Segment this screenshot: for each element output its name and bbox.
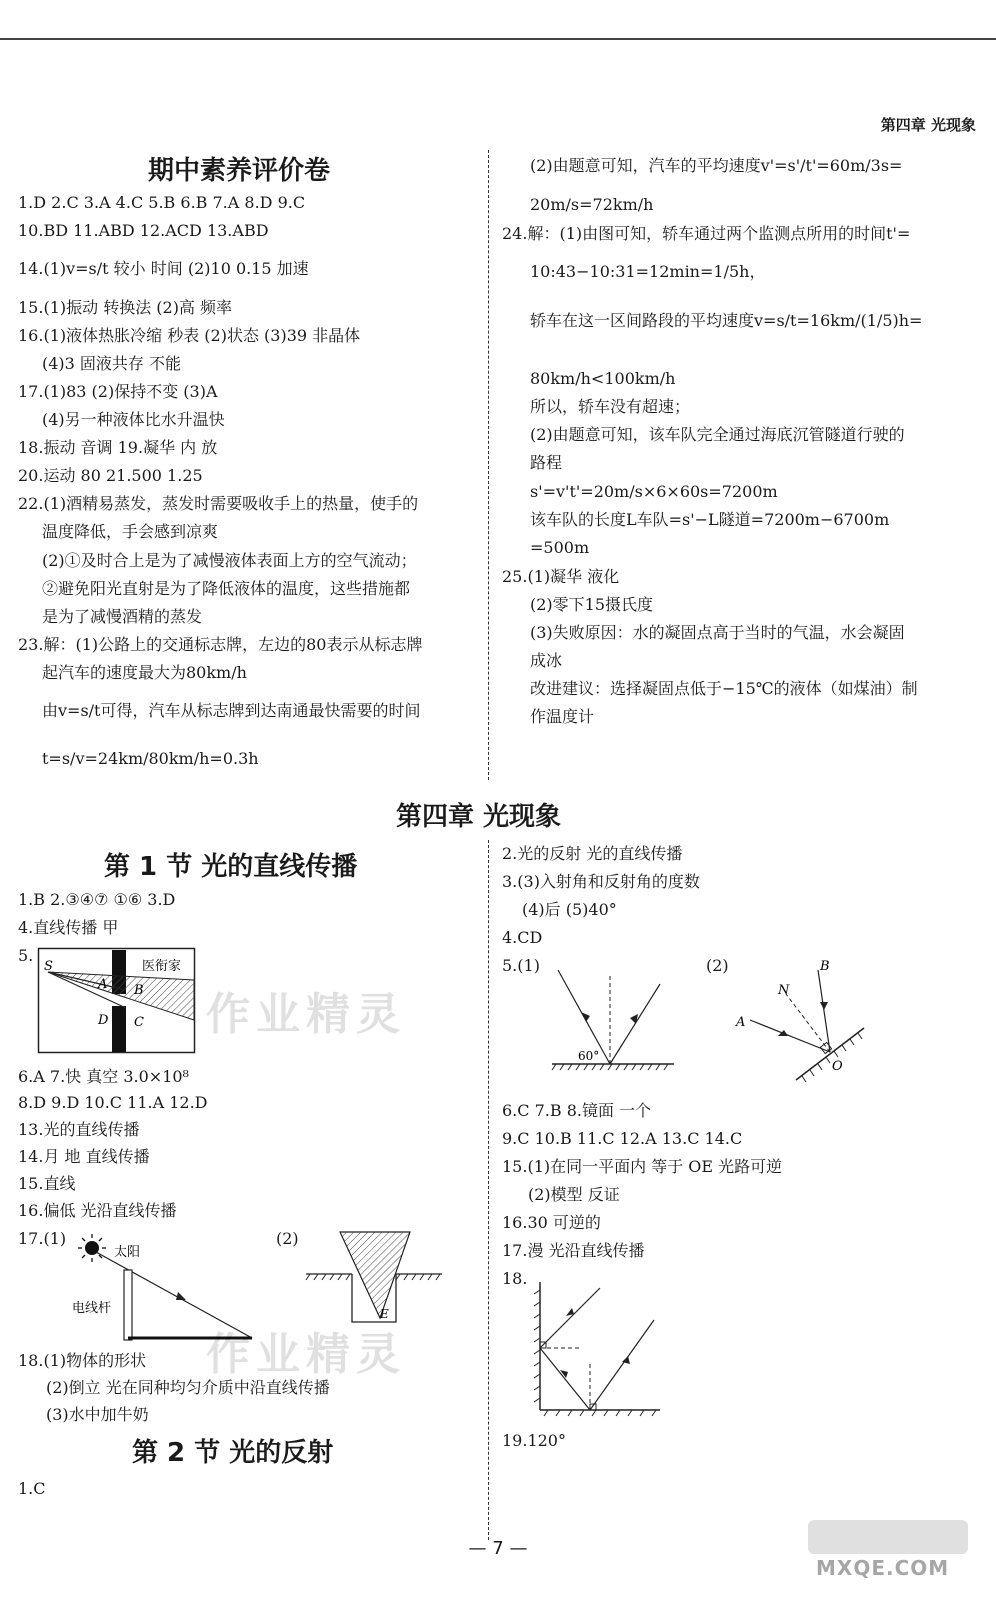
answer-line: (2)①及时合上是为了减慢液体表面上方的空气流动； xyxy=(42,551,417,570)
answer-line: 1.C xyxy=(18,1479,46,1498)
answer-line: 23.解：(1)公路上的交通标志牌，左边的80表示从标志牌 xyxy=(18,635,423,654)
mirror-hatch xyxy=(552,1064,668,1070)
ray-arrow xyxy=(176,1292,186,1300)
watermark: 作业精灵 xyxy=(206,989,406,1040)
answer-line: 由v=s/t可得，汽车从标志牌到达南通最快需要的时间 xyxy=(42,701,421,720)
section2-title: 第 2 节 光的反射 xyxy=(132,1438,334,1468)
label-e: E xyxy=(380,1307,389,1321)
mirror-hatch-tilted xyxy=(802,1033,862,1082)
answer-line: 20m/s=72km/h xyxy=(530,195,654,214)
corner-reflector-figure xyxy=(530,1278,670,1418)
answer-line: 2.光的反射 光的直线传播 xyxy=(502,844,683,863)
answer-line: 起汽车的速度最大为80km/h xyxy=(42,663,247,682)
answer-line: (4)3 固液共存 不能 xyxy=(42,354,182,373)
answer-line: 温度降低，手会感到凉爽 xyxy=(42,522,219,541)
vertical-hatch xyxy=(534,1290,540,1402)
horizontal-hatch xyxy=(544,1410,656,1416)
answer-line: 1.B 2.③④⑦ ①⑥ 3.D xyxy=(18,890,176,909)
answer-line: t=s/v=24km/80km/h=0.3h xyxy=(42,749,259,768)
label-o: O xyxy=(832,1059,843,1074)
page-number: — 7 — xyxy=(468,1538,528,1559)
answer-line: s'=v't'=20m/s×6×60s=7200m xyxy=(530,482,778,501)
answer-line: 15.直线 xyxy=(18,1174,76,1193)
column-divider xyxy=(488,150,489,780)
answer-line: 8.D 9.D 10.C 11.A 12.D xyxy=(18,1093,208,1112)
answer-line: 5. xyxy=(18,946,34,965)
fig17-part2-label: (2) xyxy=(276,1229,299,1248)
section1-title: 第 1 节 光的直线传播 xyxy=(104,852,358,882)
label-d: D xyxy=(98,1013,109,1028)
answer-line: 轿车在这一区间路段的平均速度v=s/t=16km/(1/5)h= xyxy=(530,311,923,330)
answer-line: (3)水中加牛奶 xyxy=(46,1405,149,1424)
answer-line: 15.(1)振动 转换法 (2)高 频率 xyxy=(18,298,233,317)
answer-line: 9.C 10.B 11.C 12.A 13.C 14.C xyxy=(502,1129,743,1148)
reflected-ray-2 xyxy=(818,970,830,1052)
incoming-ray xyxy=(540,1288,600,1348)
reflection-figure-1 xyxy=(548,966,678,1076)
answer-line: 10.BD 11.ABD 12.ACD 13.ABD xyxy=(18,221,269,240)
answer-line: 是为了减慢酒精的蒸发 xyxy=(42,607,203,626)
answer-line: 10:43−10:31=12min=1/5h， xyxy=(530,262,766,281)
reflection-figure-2 xyxy=(734,958,874,1082)
wedge-figure xyxy=(304,1232,444,1328)
pole xyxy=(124,1270,132,1340)
arrow-incident-2 xyxy=(778,1030,788,1036)
answer-line: 18. xyxy=(502,1269,528,1288)
logo-mark xyxy=(808,1520,968,1554)
answer-line: 5.(1) xyxy=(502,956,540,975)
mirror-tilted xyxy=(796,1028,864,1080)
answer-line: 作温度计 xyxy=(530,707,595,726)
answer-line: (2)模型 反证 xyxy=(528,1185,620,1204)
answer-line: 22.(1)酒精易蒸发，蒸发时需要吸收手上的热量，使手的 xyxy=(18,494,419,513)
answer-line: 6.C 7.B 8.镜面 一个 xyxy=(502,1101,652,1120)
sun-label: 太阳 xyxy=(114,1245,141,1260)
fig5-part2-label: (2) xyxy=(706,956,729,975)
answer-line: (2)倒立 光在同种均匀介质中沿直线传播 xyxy=(46,1378,330,1397)
label-a2: A xyxy=(736,1015,746,1030)
answer-line: 4.直线传播 甲 xyxy=(18,918,119,937)
answer-line: 25.(1)凝华 液化 xyxy=(502,567,620,586)
label-c: C xyxy=(134,1015,144,1030)
arrow-reflected-2 xyxy=(820,1002,828,1010)
answer-line: 成冰 xyxy=(530,651,563,670)
answer-line: 18.振动 音调 19.凝华 内 放 xyxy=(18,438,218,457)
answer-line: 17.漫 光沿直线传播 xyxy=(502,1241,645,1260)
answer-line: ②避免阳光直射是为了降低液体的温度，这些措施都 xyxy=(42,579,411,598)
answer-line: (3)失败原因：水的凝固点高于当时的气温，水会凝固 xyxy=(530,623,905,642)
answer-line: 路程 xyxy=(530,453,563,472)
answer-line: 19.120° xyxy=(502,1431,566,1450)
answer-line: 14.月 地 直线传播 xyxy=(18,1147,150,1166)
answer-line: 1.D 2.C 3.A 4.C 5.B 6.B 7.A 8.D 9.C xyxy=(18,193,306,212)
watermark: 作业精灵 xyxy=(206,1329,406,1380)
answer-line: 80km/h<100km/h xyxy=(530,369,676,388)
midterm-title: 期中素养评价卷 xyxy=(148,156,331,186)
chapter-title: 第四章 光现象 xyxy=(396,802,562,832)
shadow-figure xyxy=(38,948,198,1054)
chapter-tag: 第四章 光现象 xyxy=(880,116,976,134)
answer-line: 所以，轿车没有超速； xyxy=(530,397,691,416)
outgoing-ray xyxy=(590,1320,654,1410)
answer-line: 该车队的长度L车队=s'−L隧道=7200m−6700m xyxy=(530,510,890,529)
logo-text: MXQE.COM xyxy=(816,1556,950,1580)
mid-ray xyxy=(540,1348,590,1410)
label-a: A xyxy=(98,977,108,992)
top-rule xyxy=(0,38,996,40)
answer-line: (2)由题意可知，该车队完全通过海底沉管隧道行驶的 xyxy=(530,425,905,444)
answer-line: 13.光的直线传播 xyxy=(18,1120,140,1139)
reflected-ray xyxy=(610,984,660,1064)
label-s: S xyxy=(44,959,53,974)
answer-line: 14.(1)v=s/t 较小 时间 (2)10 0.15 加速 xyxy=(18,259,309,278)
label-n: N xyxy=(778,983,790,998)
label-b2: B xyxy=(820,959,830,974)
answer-line: 17.(1)83 (2)保持不变 (3)A xyxy=(18,382,218,401)
answer-line: 24.解：(1)由图可知，轿车通过两个监测点所用的时间t'= xyxy=(502,224,911,243)
pole-label: 电线杆 xyxy=(72,1301,112,1316)
label-b: B xyxy=(134,983,144,998)
answer-line: (2)零下15摄氏度 xyxy=(530,595,654,614)
angle-label: 60° xyxy=(578,1049,600,1063)
obstacle-bottom xyxy=(112,1006,126,1052)
answer-line: (4)后 (5)40° xyxy=(522,900,617,919)
answer-line: 15.(1)在同一平面内 等于 OE 光路可逆 xyxy=(502,1157,783,1176)
answer-line: 3.(3)入射角和反射角的度数 xyxy=(502,872,700,891)
incident-ray-2 xyxy=(750,1020,830,1052)
site-logo xyxy=(808,1520,978,1590)
answer-line: 18.(1)物体的形状 xyxy=(18,1351,147,1370)
arrow-incident xyxy=(581,1012,590,1022)
answer-line: 改进建议：选择凝固点低于−15℃的液体（如煤油）制 xyxy=(530,679,918,698)
column-divider-lower xyxy=(488,840,489,1540)
answer-line: =500m xyxy=(530,538,590,557)
answer-line: 16.30 可逆的 xyxy=(502,1213,601,1232)
answer-line: (4)另一种液体比水升温快 xyxy=(42,410,225,429)
answer-line: 16.偏低 光沿直线传播 xyxy=(18,1201,177,1220)
answer-line: 16.(1)液体热胀冷缩 秒表 (2)状态 (3)39 非晶体 xyxy=(18,326,361,345)
arrow-reflected xyxy=(630,1014,638,1024)
answer-line: 20.运动 80 21.500 1.25 xyxy=(18,466,203,485)
sign-text: 医衔家 xyxy=(142,959,182,974)
answer-line: 4.CD xyxy=(502,928,543,947)
answer-line: 6.A 7.快 真空 3.0×10⁸ xyxy=(18,1067,189,1086)
answer-line: 17.(1) xyxy=(18,1229,67,1248)
answer-line: (2)由题意可知，汽车的平均速度v'=s'/t'=60m/3s= xyxy=(530,156,903,175)
